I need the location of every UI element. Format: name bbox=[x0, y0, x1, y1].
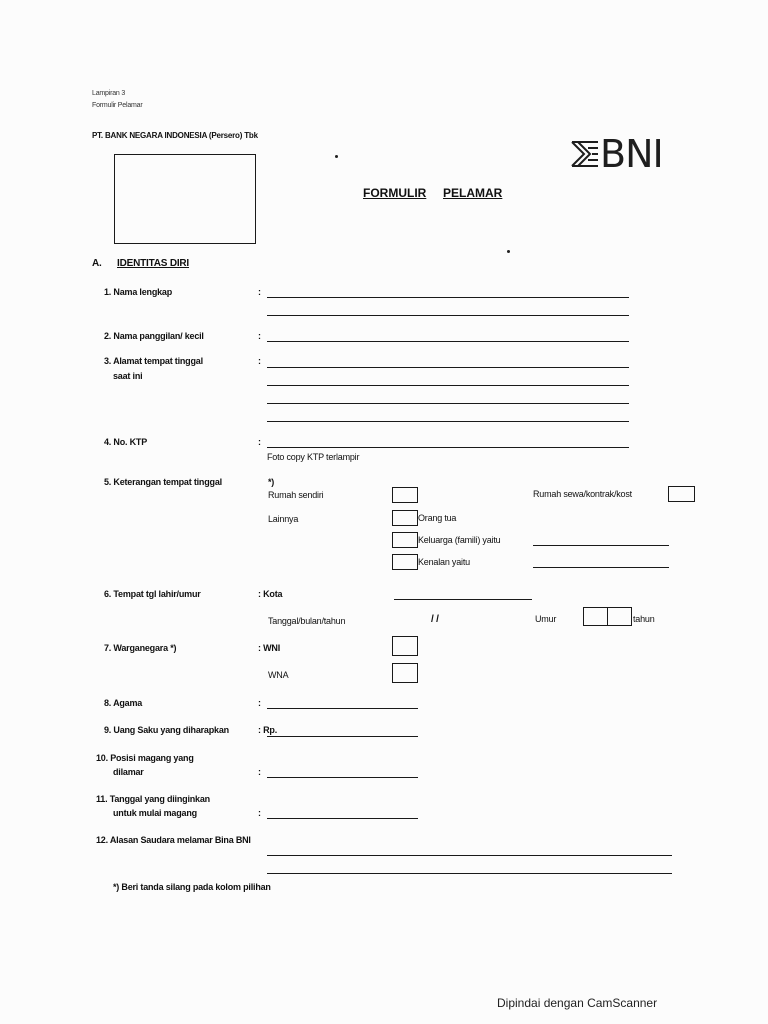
start-date-line[interactable] bbox=[267, 818, 418, 819]
position-line[interactable] bbox=[267, 777, 418, 778]
scan-speck bbox=[335, 155, 338, 158]
option-acquaintance: Kenalan yaitu bbox=[418, 557, 470, 567]
address-line-1[interactable] bbox=[267, 367, 629, 368]
option-other: Lainnya bbox=[268, 514, 299, 524]
scanner-watermark: Dipindai dengan CamScanner bbox=[497, 996, 658, 1010]
label-religion: 8. Agama bbox=[104, 698, 143, 708]
section-title: IDENTITAS DIRI bbox=[117, 258, 190, 269]
address-line-3[interactable] bbox=[267, 403, 629, 404]
colon: : bbox=[258, 331, 261, 341]
acquaintance-name-line[interactable] bbox=[533, 567, 669, 568]
form-title bbox=[363, 186, 502, 200]
section-letter: A. bbox=[92, 258, 102, 269]
full-name-line-2[interactable] bbox=[267, 315, 629, 316]
age-digit-2[interactable] bbox=[607, 607, 632, 626]
attachment-label: Lampiran 3 bbox=[92, 90, 126, 97]
label-residence: 5. Keterangan tempat tinggal bbox=[104, 477, 222, 487]
ktp-line[interactable] bbox=[267, 447, 629, 448]
label-nickname: 2. Nama panggilan/ kecil bbox=[104, 331, 204, 341]
family-name-line[interactable] bbox=[533, 545, 669, 546]
colon: : bbox=[258, 356, 261, 366]
bni-emblem-icon bbox=[570, 138, 600, 170]
scan-speck bbox=[507, 250, 510, 253]
label-position: 10. Posisi magang yang bbox=[96, 753, 194, 763]
company-name: PT. BANK NEGARA INDONESIA (Persero) Tbk bbox=[92, 131, 258, 140]
label-citizenship: 7. Warganegara *) bbox=[104, 643, 177, 653]
label-allowance: 9. Uang Saku yang diharapkan bbox=[104, 725, 229, 735]
colon: : bbox=[258, 287, 261, 297]
label-birth: 6. Tempat tgl lahir/umur bbox=[104, 589, 201, 599]
option-family: Keluarga (famili) yaitu bbox=[418, 535, 501, 545]
label-address-cont: saat ini bbox=[113, 371, 143, 381]
option-own-house: Rumah sendiri bbox=[268, 490, 324, 500]
label-position-cont: dilamar bbox=[113, 767, 144, 777]
option-parents: Orang tua bbox=[418, 513, 457, 523]
checkbox-rent-house[interactable] bbox=[668, 486, 695, 502]
label-ktp: 4. No. KTP bbox=[104, 437, 148, 447]
colon-rp: : Rp. bbox=[258, 725, 277, 735]
city-line[interactable] bbox=[394, 599, 532, 600]
footnote: *) Beri tanda silang pada kolom pilihan bbox=[113, 882, 271, 892]
label-start-date-cont: untuk mulai magang bbox=[113, 808, 197, 818]
colon: : bbox=[258, 437, 261, 447]
reason-line-1[interactable] bbox=[267, 855, 672, 856]
label-date: Tanggal/bulan/tahun bbox=[268, 616, 346, 626]
label-reason: 12. Alasan Saudara melamar Bina BNI bbox=[96, 835, 251, 845]
colon-city: : Kota bbox=[258, 589, 283, 599]
photo-box bbox=[114, 154, 256, 244]
label-address: 3. Alamat tempat tinggal bbox=[104, 356, 203, 366]
colon: : bbox=[258, 808, 261, 818]
checkbox-own-house[interactable] bbox=[392, 487, 418, 503]
label-start-date: 11. Tanggal yang diinginkan bbox=[96, 794, 210, 804]
address-line-4[interactable] bbox=[267, 421, 629, 422]
form-label: Formulir Pelamar bbox=[92, 102, 143, 109]
colon-wni: : WNI bbox=[258, 643, 280, 653]
checkbox-family[interactable] bbox=[392, 532, 418, 548]
checkbox-acquaintance[interactable] bbox=[392, 554, 418, 570]
ktp-note: Foto copy KTP terlampir bbox=[267, 452, 360, 462]
colon: : bbox=[258, 698, 261, 708]
full-name-line-1[interactable] bbox=[267, 297, 629, 298]
label-years: tahun bbox=[633, 614, 655, 624]
residence-mark: *) bbox=[268, 477, 275, 487]
religion-line[interactable] bbox=[267, 708, 418, 709]
label-full-name: 1. Nama lengkap bbox=[104, 287, 173, 297]
bni-logo bbox=[568, 132, 688, 176]
form-title-part2: PELAMAR bbox=[443, 186, 503, 200]
reason-line-2[interactable] bbox=[267, 873, 672, 874]
address-line-2[interactable] bbox=[267, 385, 629, 386]
allowance-line[interactable] bbox=[267, 736, 418, 737]
form-title-part1: FORMULIR bbox=[363, 186, 427, 200]
bni-logo-text: BNI bbox=[600, 132, 663, 176]
label-age: Umur bbox=[535, 614, 557, 624]
option-rent-house: Rumah sewa/kontrak/kost bbox=[533, 489, 632, 499]
nickname-line[interactable] bbox=[267, 341, 629, 342]
checkbox-wni[interactable] bbox=[392, 636, 418, 656]
checkbox-parents[interactable] bbox=[392, 510, 418, 526]
colon: : bbox=[258, 767, 261, 777]
checkbox-wna[interactable] bbox=[392, 663, 418, 683]
date-slashes: / / bbox=[431, 614, 439, 625]
option-wna: WNA bbox=[268, 670, 289, 680]
age-digit-1[interactable] bbox=[583, 607, 608, 626]
